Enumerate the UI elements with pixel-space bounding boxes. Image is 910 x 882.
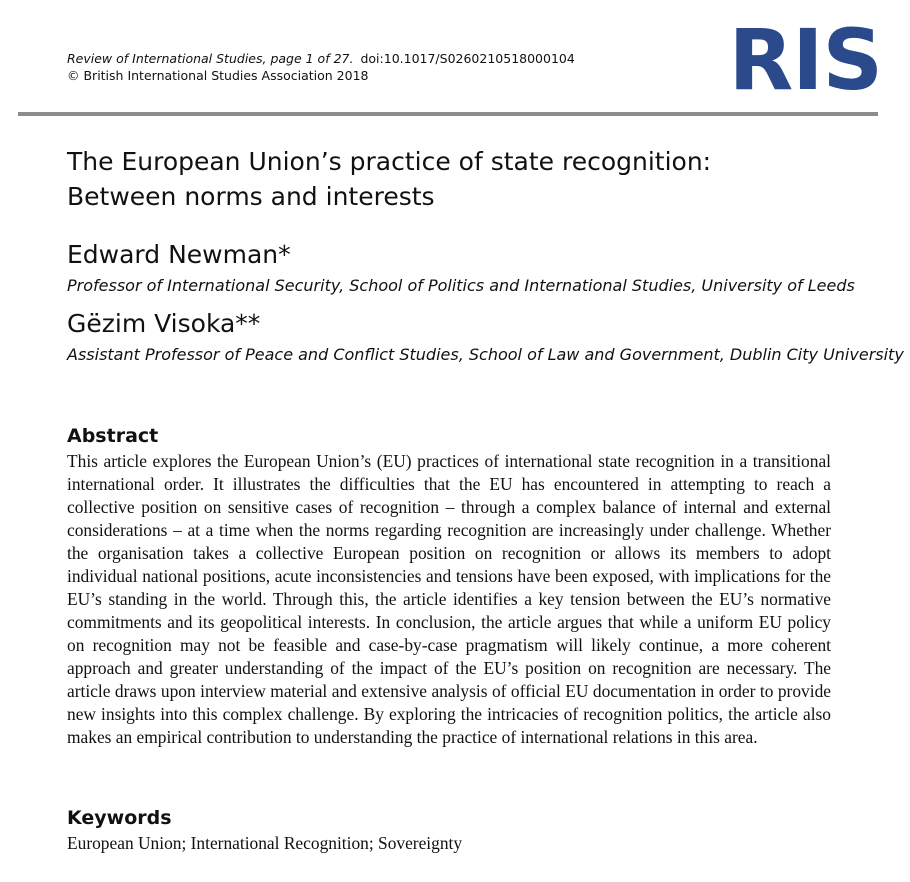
title-line-1: The European Union’s practice of state recognition:	[67, 147, 712, 176]
author-name-1: Edward Newman*	[67, 240, 291, 269]
abstract-heading: Abstract	[67, 425, 159, 447]
article-title	[67, 144, 867, 214]
keywords-heading: Keywords	[67, 807, 172, 829]
journal-citation	[67, 50, 575, 84]
journal-logo: RIS	[728, 11, 882, 109]
author-affiliation-2: Assistant Professor of Peace and Conflict Studies, School of Law and Government, Dublin City University	[67, 345, 904, 364]
header-divider	[18, 112, 878, 116]
doi-text[interactable]: doi:10.1017/S0260210518000104	[360, 51, 575, 66]
journal-info: Review of International Studies, page 1 of 27.	[67, 51, 354, 66]
citation-line	[67, 50, 575, 67]
copyright-text: © British International Studies Association 2018	[67, 68, 369, 83]
author-name-2: Gëzim Visoka**	[67, 309, 261, 338]
abstract-body: This article explores the European Union’s (EU) practices of international state recognition in a transitional international order. It illustrates the difficulties that the EU has encountered in attempting to reach a collective position on sensitive cases of recognition – through a complex balance of internal and external considerations – at a time when the norms regarding recognition are increasingly under challenge. Whether the organisation takes a collective European position on recognition or allows its members to adopt individual national positions, acute inconsistencies and tensions have been exposed, with implications for the EU’s standing in the world. Through this, the article identifies a key tension between the EU’s normative commitments and its geopolitical interests. In conclusion, the article argues that while a uniform EU policy on recognition may not be feasible and case-by-case pragmatism will likely continue, a more coherent approach and greater understanding of the impact of the EU’s position on recognition are necessary. The article draws upon interview material and extensive analysis of official EU documentation in order to provide new insights into this complex challenge. By exploring the intricacies of recognition politics, the article also makes an empirical contribution to understanding the practice of international relations in this area.	[67, 451, 831, 747]
author-affiliation-1: Professor of International Security, School of Politics and International Studies, University of Leeds	[67, 276, 855, 295]
title-line-2: Between norms and interests	[67, 182, 435, 211]
keywords-list: European Union; International Recognition; Sovereignty	[67, 833, 463, 853]
